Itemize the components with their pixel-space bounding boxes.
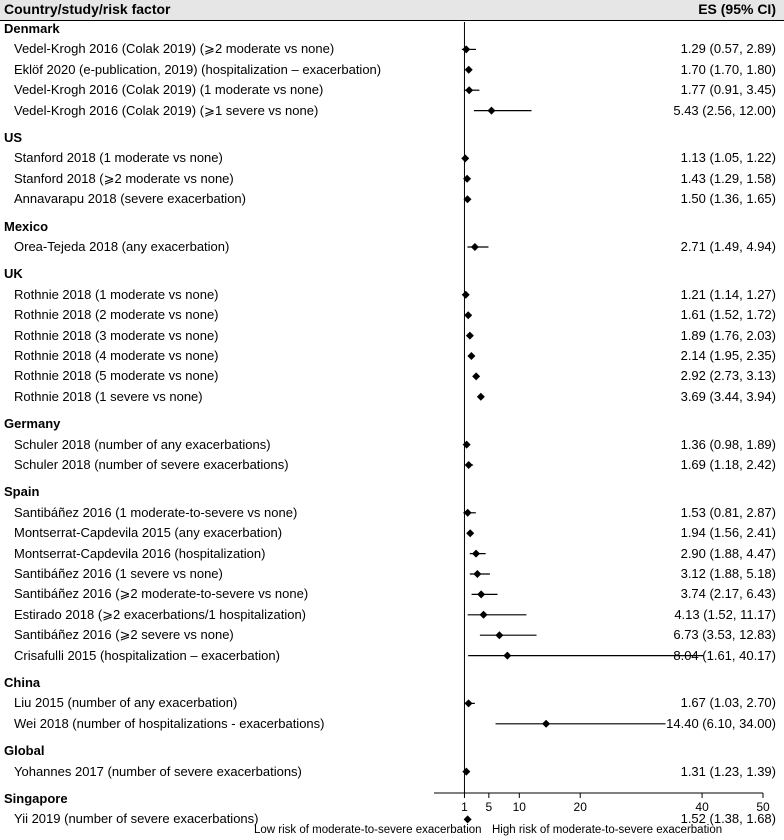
study-label: Crisafulli 2015 (hospitalization – exacerbation) [14, 647, 280, 663]
effect-size-value: 3.74 (2.17, 6.43) [680, 586, 776, 602]
study-label: Stanford 2018 (⩾2 moderate vs none) [14, 170, 234, 186]
study-label: Rothnie 2018 (3 moderate vs none) [14, 327, 219, 343]
effect-size-value: 1.61 (1.52, 1.72) [680, 307, 776, 323]
study-label: Vedel-Krogh 2016 (Colak 2019) (⩾2 moderate vs none) [14, 41, 335, 57]
effect-point [466, 529, 474, 537]
effect-size-value: 1.69 (1.18, 2.42) [680, 457, 776, 472]
study-label: Vedel-Krogh 2016 (Colak 2019) (1 moderate vs none) [14, 82, 324, 98]
effect-point [462, 45, 470, 53]
effect-point [471, 243, 479, 251]
study-label: Estirado 2018 (⩾2 exacerbations/1 hospitalization) [14, 606, 307, 622]
study-label: Rothnie 2018 (4 moderate vs none) [14, 348, 219, 363]
study-label: Santibáñez 2016 (1 severe vs none) [14, 566, 223, 581]
header-es-column: ES (95% CI) [698, 1, 776, 17]
group-label: Denmark [4, 21, 60, 36]
x-tick-label: 40 [695, 800, 709, 814]
study-label: Vedel-Krogh 2016 (Colak 2019) (⩾1 severe vs none) [14, 102, 319, 118]
effect-size-value: 1.77 (0.91, 3.45) [680, 82, 776, 98]
effect-size-value: 3.12 (1.88, 5.18) [680, 566, 776, 581]
study-label: Schuler 2018 (number of severe exacerbations) [14, 457, 289, 472]
study-label: Yii 2019 (number of severe exacerbations) [14, 811, 259, 827]
x-tick-label: 50 [756, 800, 770, 814]
study-label: Stanford 2018 (1 moderate vs none) [14, 150, 223, 166]
effect-point [461, 154, 469, 162]
effect-point [503, 652, 511, 660]
effect-point [464, 815, 472, 823]
effect-size-value: 2.14 (1.95, 2.35) [680, 348, 776, 363]
effect-point [464, 311, 472, 319]
study-label: Wei 2018 (number of hospitalizations - exacerbations) [14, 715, 325, 731]
effect-point [465, 461, 473, 469]
header-study-column: Country/study/risk factor [4, 1, 171, 17]
effect-point [463, 441, 471, 449]
study-label: Liu 2015 (number of any exacerbation) [14, 695, 238, 711]
study-label: Santibáñez 2016 (⩾2 severe vs none) [14, 627, 234, 643]
study-label: Montserrat-Capdevila 2016 (hospitalization) [14, 545, 266, 561]
effect-size-value: 1.13 (1.05, 1.22) [680, 150, 776, 166]
effect-point [462, 291, 470, 299]
effect-point [477, 590, 485, 598]
study-label: Orea-Tejeda 2018 (any exacerbation) [14, 239, 230, 254]
study-label: Rothnie 2018 (5 moderate vs none) [14, 368, 219, 384]
effect-point [487, 107, 495, 115]
x-tick-label: 1 [461, 800, 468, 814]
study-label: Montserrat-Capdevila 2015 (any exacerbation) [14, 525, 283, 541]
effect-size-value: 1.31 (1.23, 1.39) [680, 763, 776, 779]
group-label: China [4, 675, 41, 690]
group-label: US [4, 130, 23, 145]
x-tick-label: 10 [512, 800, 526, 814]
effect-point [495, 631, 503, 639]
effect-point [465, 699, 473, 707]
effect-size-value: 1.94 (1.56, 2.41) [680, 525, 776, 541]
study-label: Yohannes 2017 (number of severe exacerbations) [14, 763, 302, 779]
effect-size-value: 1.36 (0.98, 1.89) [680, 436, 776, 452]
effect-size-value: 1.67 (1.03, 2.70) [680, 695, 776, 711]
group-label: Global [4, 743, 45, 759]
x-tick-label: 20 [573, 800, 587, 814]
effect-size-value: 4.13 (1.52, 11.17) [674, 606, 776, 622]
group-label: Mexico [4, 218, 49, 234]
effect-size-value: 1.50 (1.36, 1.65) [680, 191, 776, 207]
x-tick-label: 5 [485, 800, 493, 814]
effect-size-value: 2.92 (2.73, 3.13) [680, 368, 776, 384]
study-label: Schuler 2018 (number of any exacerbations) [14, 436, 271, 452]
group-label: UK [4, 266, 23, 282]
effect-size-value: 1.52 (1.38, 1.68) [680, 811, 776, 827]
group-label: Spain [4, 484, 40, 500]
study-label: Rothnie 2018 (1 severe vs none) [14, 388, 203, 404]
effect-size-value: 8.04 (1.61, 40.17) [673, 647, 776, 663]
effect-point [465, 86, 473, 94]
effect-point [462, 768, 470, 776]
effect-size-value: 14.40 (6.10, 34.00) [666, 715, 776, 731]
effect-size-value: 1.43 (1.29, 1.58) [680, 170, 776, 186]
effect-size-value: 1.70 (1.70, 1.80) [680, 61, 776, 77]
effect-point [473, 570, 481, 578]
effect-size-value: 1.53 (0.81, 2.87) [680, 504, 776, 520]
effect-point [480, 611, 488, 619]
effect-size-value: 1.89 (1.76, 2.03) [680, 327, 776, 343]
effect-size-value: 2.71 (1.49, 4.94) [680, 239, 776, 254]
study-label: Annavarapu 2018 (severe exacerbation) [14, 191, 246, 207]
effect-size-value: 2.90 (1.88, 4.47) [680, 545, 776, 561]
effect-point [465, 66, 473, 74]
study-label: Santibáñez 2016 (⩾2 moderate-to-severe vs none) [14, 586, 309, 602]
effect-point [477, 393, 485, 401]
effect-size-value: 6.73 (3.53, 12.83) [673, 627, 776, 643]
study-label: Santibáñez 2016 (1 moderate-to-severe vs none) [14, 504, 298, 520]
effect-point [542, 720, 550, 728]
x-label-low-risk: Low risk of moderate-to-severe exacerbation [254, 824, 482, 836]
effect-size-value: 1.29 (0.57, 2.89) [680, 41, 776, 57]
study-label: Rothnie 2018 (2 moderate vs none) [14, 307, 219, 323]
effect-size-value: 1.21 (1.14, 1.27) [680, 286, 776, 302]
effect-size-value: 3.69 (3.44, 3.94) [680, 388, 776, 404]
study-label: Rothnie 2018 (1 moderate vs none) [14, 286, 219, 302]
group-label: Singapore [4, 791, 68, 806]
effect-point [467, 352, 475, 360]
x-label-high-risk: High risk of moderate-to-severe exacerbation [492, 824, 723, 836]
effect-size-value: 5.43 (2.56, 12.00) [673, 102, 776, 118]
effect-point [472, 372, 480, 380]
study-label: Eklöf 2020 (e-publication, 2019) (hospitalization – exacerbation) [14, 61, 382, 77]
effect-point [472, 550, 480, 558]
effect-point [466, 332, 474, 340]
group-label: Germany [4, 416, 61, 432]
